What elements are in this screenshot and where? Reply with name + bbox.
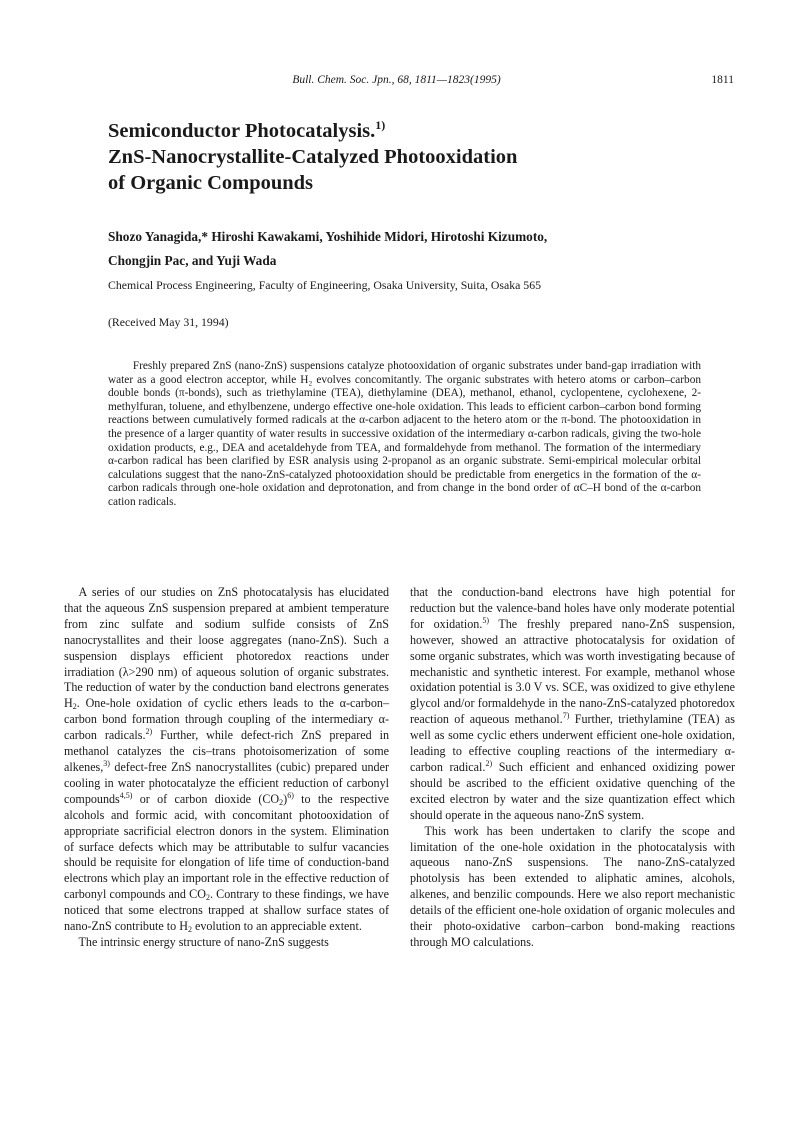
authors-line-1: Shozo Yanagida,* Hiroshi Kawakami, Yoshihide Midori, Hirotoshi Kizumoto, — [108, 229, 548, 244]
citation: 5) — [482, 615, 490, 625]
citation: 6) — [287, 790, 294, 800]
title-line-1: Semiconductor Photocatalysis.$^{1)}$ — [108, 118, 386, 142]
citation: 4,5) — [119, 790, 133, 800]
author-list — [108, 225, 708, 273]
body-column-left — [64, 585, 389, 951]
citation: 2) — [145, 727, 153, 737]
authors-line-2: Chongjin Pac, and Yuji Wada — [108, 253, 277, 268]
citation: 7) — [562, 711, 570, 721]
paper-title — [108, 118, 708, 196]
affiliation: Chemical Process Engineering, Faculty of Engineering, Osaka University, Suita, Osaka 565 — [108, 278, 541, 292]
title-reference: 1) — [375, 118, 386, 132]
journal-citation: Bull. Chem. Soc. Jpn., 68, 1811—1823(1995) — [292, 74, 501, 86]
received-date: (Received May 31, 1994) — [108, 315, 229, 329]
abstract-text: Freshly prepared ZnS (nano-ZnS) suspensions catalyze photooxidation of organic substrates under band-gap irradiation with water as a good electron acceptor, while H₂ evolves concomitantly. The organic substrates with hetero atoms or carbon–carbon double bonds (π-bonds), such as triethylamine (TEA), diethylamine (DEA), methanol, ethanol, cyclopentene, cyclohexene, 2-methylfuran, toluene, and ethylbenzene, undergo effective one-hole oxidation. This leads to efficient carbon–carbon bond forming reactions between cumulatively formed radicals at the α-carbon adjacent to the hetero atom or the π-bond. The photooxidation in the presence of a larger quantity of water results in successive oxidation of the intermediary α-carbon radicals, giving the two-hole oxidation products, e.g., DEA and acetaldehyde from TEA, and formaldehyde from methanol. The formation of the intermediary α-carbon radical has been clarified by ESR analysis using 2-propanol as an organic substrate. Semi-empirical molecular orbital calculations suggest that the nano-ZnS-catalyzed photooxidation should be predictable from energetics in the formation of the α-carbon radicals through one-hole oxidation and deprotonation, and from change in the bond order of αC–H bond of the α-carbon cation radicals. — [108, 360, 701, 508]
citation: 3) — [103, 758, 110, 768]
paragraph: that the conduction-band electrons have high potential for reduction but the valence-band holes have only moderate potential for oxidation.$^{5)}$ The freshly prepared nano-ZnS suspension, however, showed an attractive photocatalysis for oxidation of some organic substrates, which was worth investigating because of mechanistic and synthetic interest. For example, methanol whose oxidation potential is 3.0 V vs. SCE, was oxidized to give ethylene glycol and/or formaldehyde in the nano-ZnS-catalyzed photoredox reaction of aqueous methanol.$^{7)}$ Further, triethylamine (TEA) as well as some cyclic ethers underwent efficient one-hole oxidation, leading to effective coupling reactions of the intermediary α-carbon radical.$^{2)}$ Such efficient and enhanced oxidizing power should be ascribed to the efficient oxidative quenching of the excited electron by water and the size quantization effect which should operate in the aqueous nano-ZnS system. — [410, 585, 735, 822]
page-number: 1811 — [711, 74, 734, 86]
abstract — [108, 360, 701, 510]
paragraph: This work has been undertaken to clarify the scope and limitation of the one-hole oxidation in the photocatalysis with aqueous nano-ZnS suspensions. The nano-ZnS-catalyzed photolysis has been extended to aliphatic amines, alcohols, alkenes, and benzilic compounds. Here we also report mechanistic details of the efficient one-hole oxidation of organic molecules and their photo-oxidative carbon–carbon bond-making reactions through MO calculations. — [410, 823, 735, 949]
paragraph: A series of our studies on ZnS photocatalysis has elucidated that the aqueous ZnS suspension prepared at ambient temperature from zinc sulfate and sodium sulfide consists of ZnS nanocrystallites and their loose aggregates (nano-ZnS). Such a suspension displays efficient photoredox reactions under irradiation (λ>290 nm) of aqueous solution of organic substrates. The reduction of water by the conduction band electrons generates $H_2$. One-hole oxidation of cyclic ethers leads to the α-carbon–carbon bond formation through coupling of the intermediary α-carbon radicals.$^{2)}$ Further, while defect-rich ZnS prepared in methanol catalyzes the cis–trans photoisomerization of some alkenes,$^{3)}$ defect-free ZnS nanocrystallites (cubic) prepared under cooling in water photocatalyze the efficient reduction of carbonyl compounds$^{4,5)}$ or of carbon dioxide $(CO_2)^{6)}$ to the respective alcohols and formic acid, with concomitant photooxidation of appropriate sacrificial electron donors in the system. Elimination of surface defects which may be attributable to sulfur vacancies should be requisite for elongation of life time of conduction-band electrons which play an important role in the effective reduction of carbonyl compounds and $CO_2$. Contrary to these findings, we have noticed that some electrons trapped at shallow surface states of nano-ZnS contribute to $H_2$ evolution to an appreciable extent. — [64, 585, 389, 935]
body-column-right — [410, 585, 735, 951]
citation: 2) — [485, 758, 493, 768]
title-line-2: ZnS-Nanocrystallite-Catalyzed Photooxidation — [108, 146, 518, 168]
title-line-3: of Organic Compounds — [108, 172, 314, 194]
paragraph: The intrinsic energy structure of nano-ZnS suggests — [78, 934, 329, 949]
running-head — [0, 74, 793, 90]
